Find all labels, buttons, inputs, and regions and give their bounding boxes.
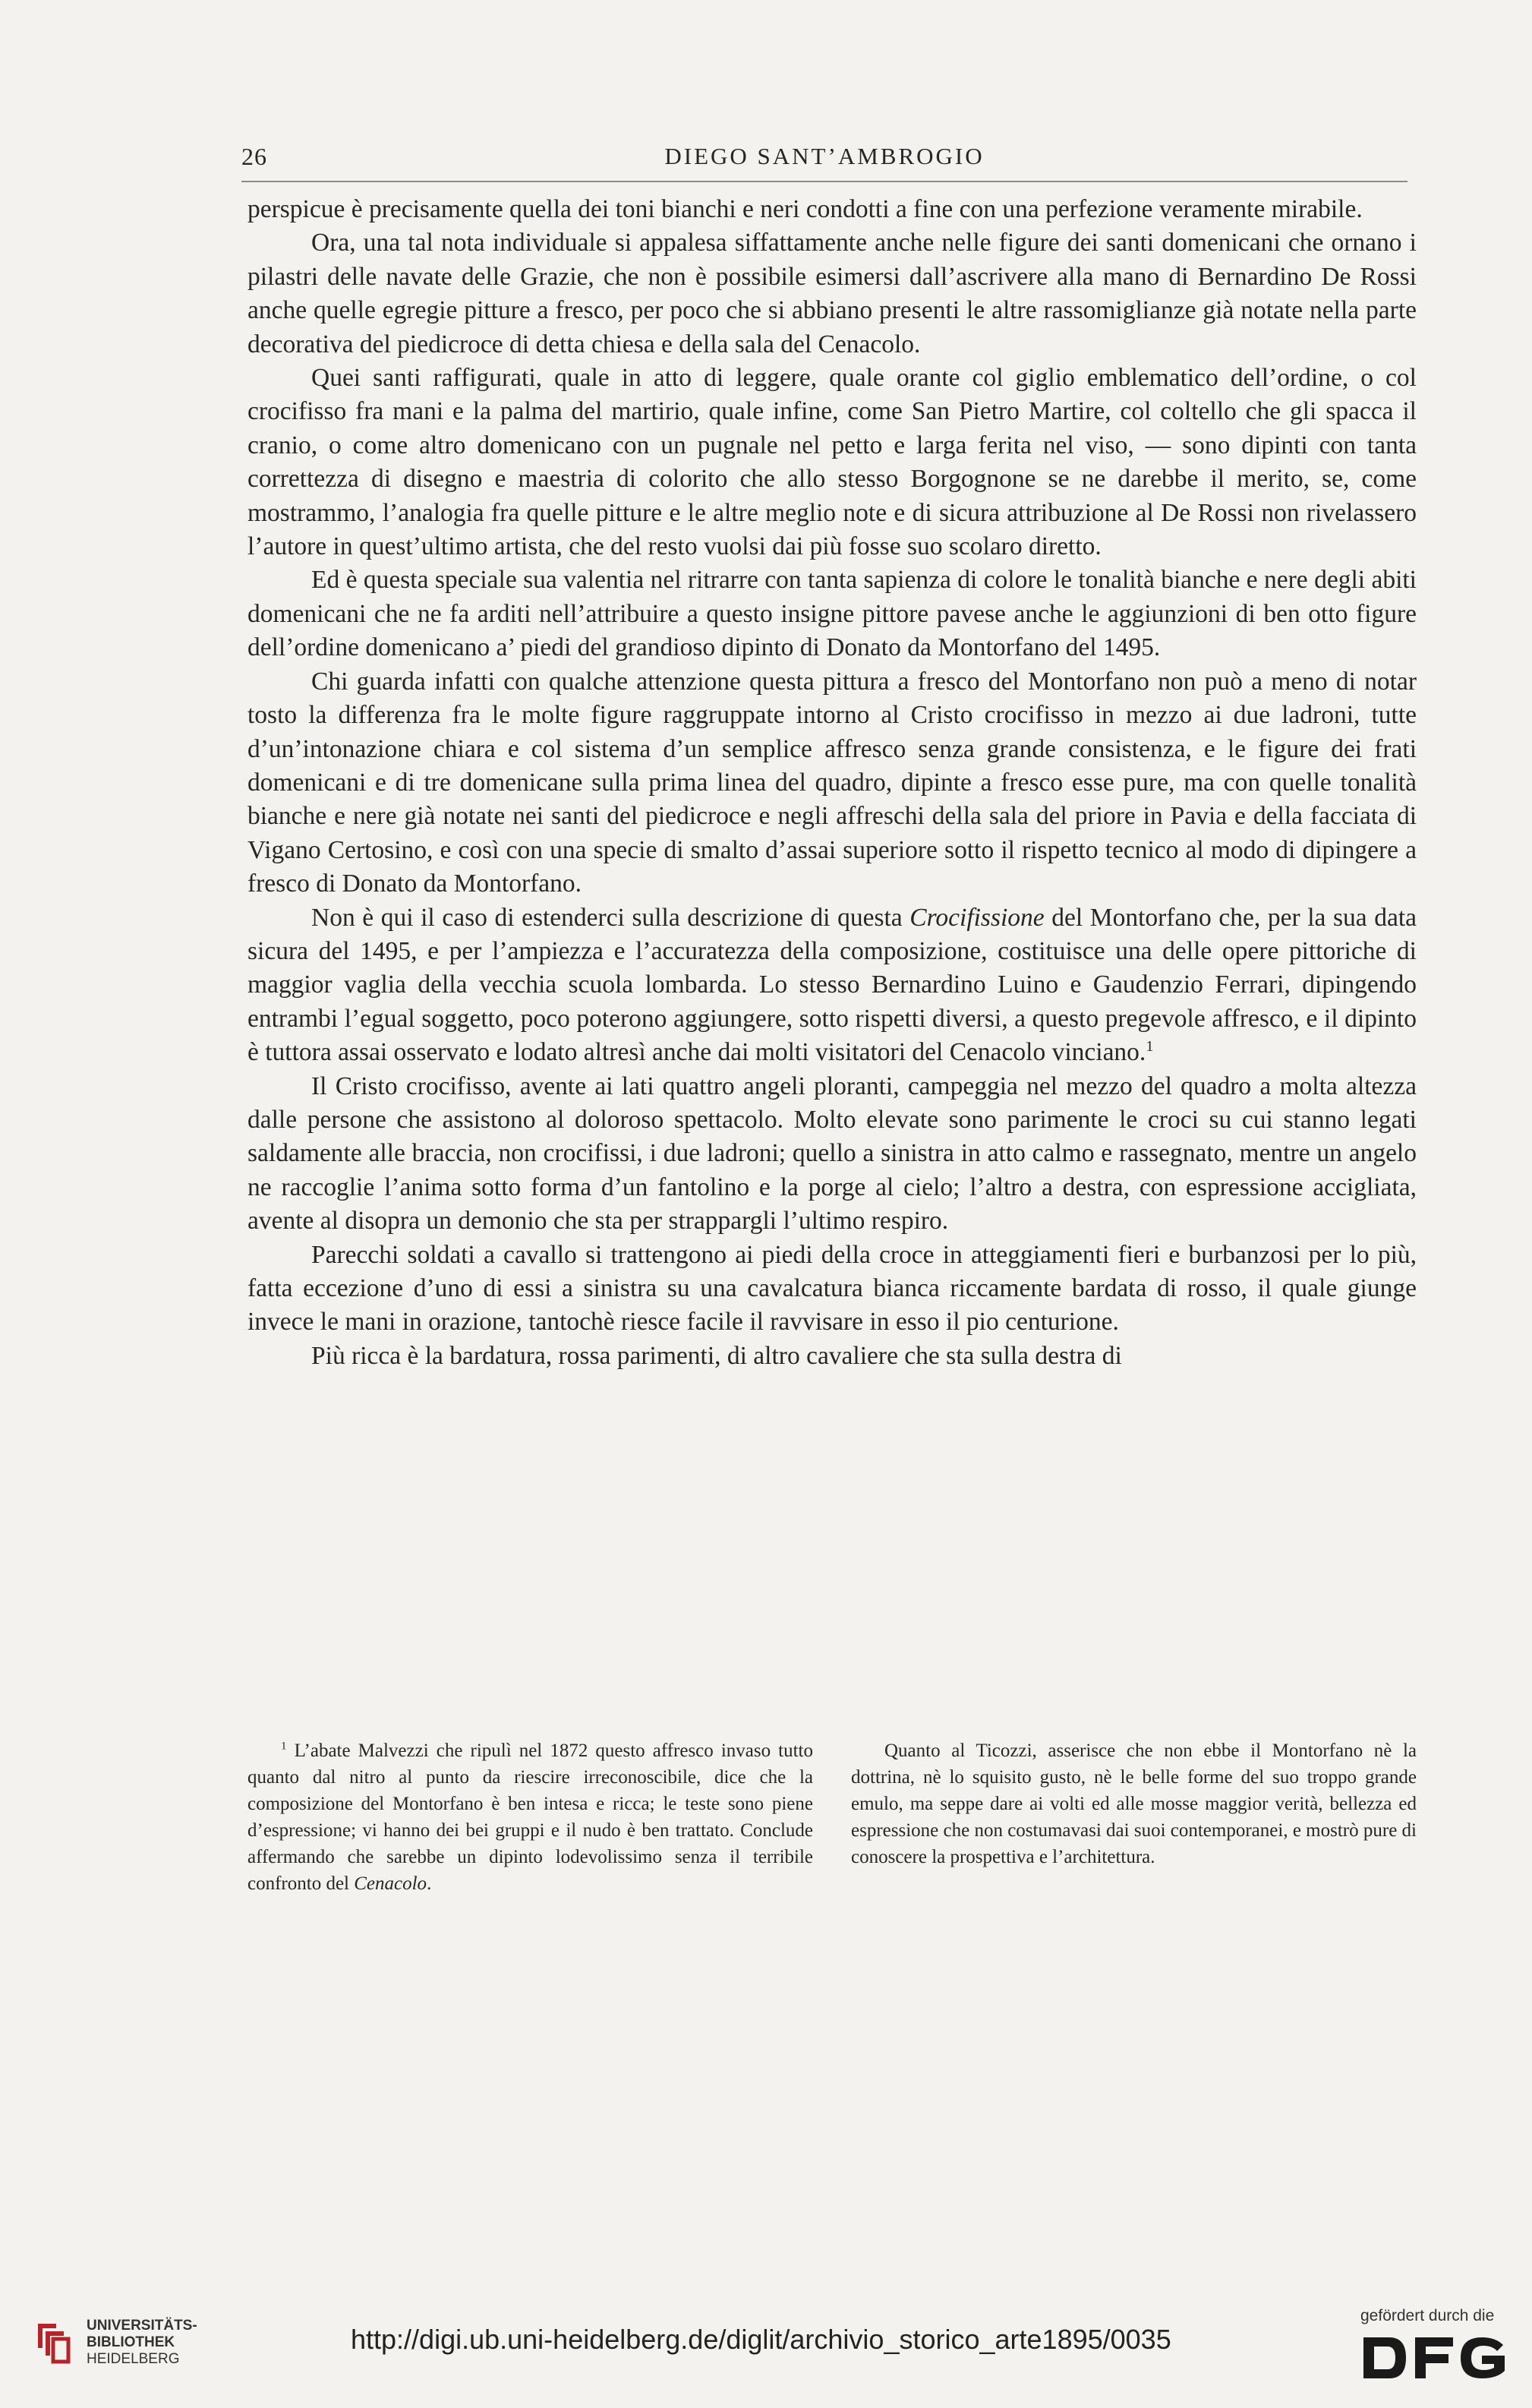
library-name-line-3: HEIDELBERG (87, 2351, 180, 2367)
artwork-title: Crocifissione (909, 903, 1045, 932)
paragraph-6 (247, 901, 1417, 1070)
library-name-line-1: UNIVERSITÄTS- (87, 2318, 197, 2334)
paragraph-8: Parecchi soldati a cavallo si trattengono ai piedi della croce in atteggiamenti fieri e burbanzosi per lo più, fatta eccezione d’uno di essi a sinistra su una cavalcatura bianca riccamente bardata di rosso, il quale giunge invece le mani in orazione, tantochè riesce facile il ravvisare in esso il pio centurione. (247, 1240, 1417, 1337)
page-header (241, 143, 1407, 181)
footnote-1-text: L’abate Malvezzi che ripulì nel 1872 questo affresco invaso tutto quanto dal nitro al punto da riescire irreconoscibile, dice che la composizione del Montorfano è ben intesa e ricca; le teste sono piene d’espressione; vi hanno dei bei gruppi e il nudo è ben trattato. Conclude affermando che sarebbe un dipinto lodevolissimo senza il terribile confronto del (247, 1741, 813, 1894)
library-name (87, 2318, 197, 2368)
paragraph-5: Chi guarda infatti con qualche attenzione questa pittura a fresco del Montorfano non può a meno di notar tosto la differenza fra le molte figure raggruppate intorno al Cristo crocifisso in mezzo ai due ladroni, tutte d’un’intonazione chiara e col sistema d’un semplice affresco senza grande consistenza, e le figure dei frati domenicani e di tre domenicane sulla prima linea del quadro, dipinte a fresco esse pure, ma con quelle tonalità bianche e nere già notate nei santi del piedicroce e negli affreschi della sala del priore in Pavia e della facciata di Vigano Certosino, e così con una specie di smalto d’assai superiore sotto il rispetto tecnico al modo di dipingere a fresco di Donato da Montorfano. (247, 667, 1417, 898)
header-rule (241, 181, 1407, 182)
footnote-1-end: . (427, 1873, 432, 1894)
paragraph-3: Quei santi raffigurati, quale in atto di leggere, quale orante col giglio emblematico dell’ordine, o col crocifisso fra mani e la palma del martirio, quale infine, come San Pietro Martire, col coltello che gli spacca il cranio, o come altro domenicano con un pugnale nel petto e larga ferita nel viso, — sono dipinti con tanta correttezza di disegno e maestria di colorito che allo stesso Borgognone se ne darebbe il merito, se, come mostrammo, l’analogia fra quelle pitture e le altre meglio note e di sicura attribuzione al De Rossi non rivelassero l’autore in quest’ultimo artista, che del resto vuolsi dai più fosse suo scolaro diretto. (247, 364, 1417, 561)
footnote-1-continued: Quanto al Ticozzi, asserisce che non ebbe il Montorfano nè la dottrina, nè lo squisito gusto, nè le belle forme del suo troppo grande emulo, ma seppe dare ai volti ed alle mosse maggior verità, bellezza ed espressione che non costumavasi dai suoi contemporanei, e mostrò pure di conoscere la prospettiva e l’architettura. (851, 1741, 1417, 1867)
permalink-url[interactable]: http://digi.ub.uni-heidelberg.de/diglit/archivio_storico_arte1895/0035 (351, 2324, 1171, 2355)
page-number: 26 (241, 143, 267, 170)
footnote-1 (247, 1737, 813, 1897)
paragraph-9: Più ricca è la bardatura, rossa parimenti, di altro cavaliere che sta sulla destra di (311, 1341, 1122, 1370)
paragraph-2: Ora, una tal nota individuale si appalesa siffattamente anche nelle figure dei santi domenicani che ornano i pilastri delle navate delle Grazie, che non è possibile esimersi dall’ascrivere alla mano di Bernardino De Rossi anche quelle egregie pitture a fresco, per poco che si abbiano presenti le altre rassomiglianze già notate nella parte decorativa del piedicroce di detta chiesa e della sala del Cenacolo. (247, 229, 1417, 358)
library-name-line-2: BIBLIOTHEK (87, 2334, 175, 2350)
footnote-right-column (851, 1737, 1417, 1897)
paragraph-6-text: Non è qui il caso di estenderci sulla descrizione di questa (311, 903, 910, 932)
footnotes (247, 1737, 1417, 1897)
paragraph-7: Il Cristo crocifisso, avente ai lati quattro angeli ploranti, campeggia nel mezzo del quadro a molta altezza dalle persone che assistono al doloroso spettacolo. Molto elevate sono parimente le croci su cui stanno legati saldamente alle braccia, non crocifissi, i due ladroni; quello a sinistra in atto calmo e rassegnato, mentre un angelo ne raccoglie l’anima sotto forma d’un fantolino e la porge al cielo; l’altro a destra, con espressione accigliata, avente al disopra un demonio che sta per strappargli l’ultimo respiro. (247, 1071, 1417, 1236)
funded-by-label: gefördert durch die (1360, 2307, 1495, 2324)
footnote-marker: 1 (281, 1740, 287, 1753)
running-head: DIEGO SANT’AMBROGIO (664, 143, 985, 169)
paragraph-4: Ed è questa speciale sua valentia nel ritrarre con tanta sapienza di colore le tonalità bianche e nere degli abiti domenicani che ne fa arditi nell’attribuire a questo insigne pittore pavese anche le aggiunzioni di ben otto figure dell’ordine domenicano a’ piedi del grandioso dipinto di Donato da Montorfano del 1495. (247, 566, 1417, 662)
paragraph-1: perspicue è precisamente quella dei toni bianchi e neri condotti a fine con una perfezione veramente mirabile. (247, 195, 1363, 223)
footnote-ref[interactable]: 1 (1146, 1038, 1154, 1055)
main-text (247, 193, 1417, 1373)
university-library-logo (33, 2318, 71, 2368)
footnote-1-title: Cenacolo (354, 1873, 427, 1894)
paragraph-6-text-cont: del Montorfano che, per la sua data sicura del 1495, e per l’ampiezza e l’accuratezza della composizione, costituisce una delle opere pittoriche di maggior vaglia della vecchia scuola lombarda. Lo stesso Bernardino Luino e Gaudenzio Ferrari, dipingendo entrambi l’egual soggetto, poco poterono aggiungere, sotto rispetti diversi, a questo pregevole affresco, e il dipinto è tuttora assai osservato e lodato altresì anche dai molti visitatori del Cenacolo vinciano. (247, 903, 1417, 1067)
dfg-logo (1359, 2331, 1511, 2384)
footnote-left-column (247, 1737, 813, 1897)
